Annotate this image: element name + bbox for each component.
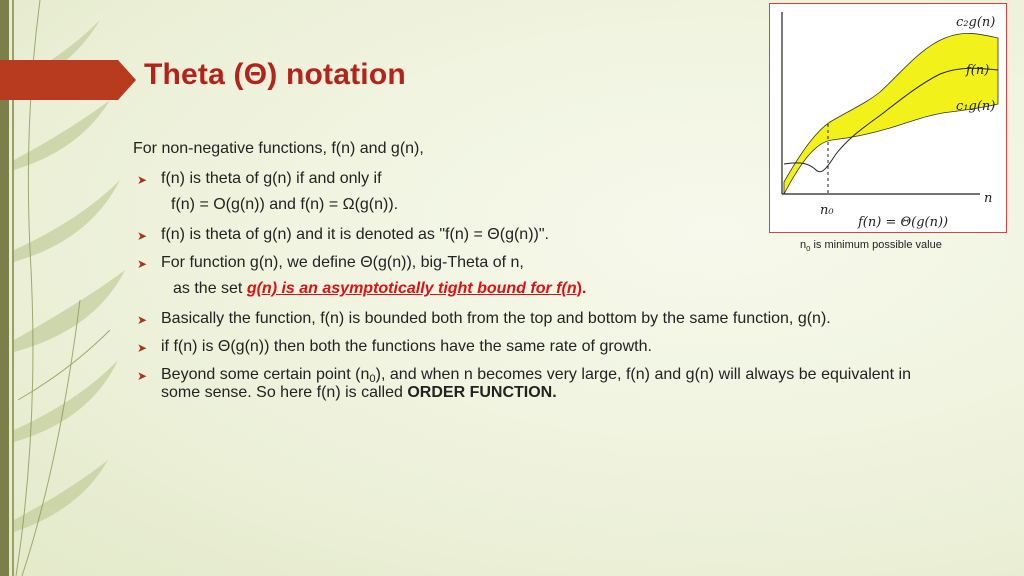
bullet-text: Basically the function, f(n) is bounded both from the top and bottom by the same function, g(n). <box>161 310 831 327</box>
bullet-subline: f(n) = O(g(n)) and f(n) = Ω(g(n)). <box>171 196 399 213</box>
bullet-arrow-icon: ➤ <box>137 229 148 243</box>
bullet-subline <box>133 280 911 298</box>
intro-text: For non-negative functions, f(n) and g(n), <box>133 140 424 157</box>
bullet-item <box>133 310 911 328</box>
label-n0: n₀ <box>820 203 834 218</box>
label-equation: f(n) = Θ(g(n)) <box>858 215 949 230</box>
bullet-arrow-icon: ➤ <box>137 257 148 271</box>
bullet-item <box>133 366 911 402</box>
bullet-arrow-icon: ➤ <box>137 313 148 327</box>
theta-figure <box>769 3 1007 233</box>
bullet-text: f(n) is theta of g(n) and it is denoted as "f(n) = Θ(g(n))". <box>161 226 549 243</box>
bullet-item <box>133 338 911 356</box>
slide-title: Theta (Θ) notation <box>144 58 406 91</box>
theta-graph <box>770 4 1006 232</box>
set-prefix: as the set <box>173 280 247 297</box>
order-function-label: ORDER FUNCTION. <box>407 384 557 401</box>
bullet-text: if f(n) is Θ(g(n)) then both the functions have the same rate of growth. <box>161 338 652 355</box>
label-axis-n: n <box>984 191 993 206</box>
set-suffix: ). <box>576 280 587 297</box>
bullet-item <box>133 254 911 272</box>
label-upper: c₂g(n) <box>956 15 996 30</box>
bullet-arrow-icon: ➤ <box>137 173 148 187</box>
bullet-text: f(n) is theta of g(n) if and only if <box>161 170 382 187</box>
tight-bound-emphasis: g(n) is an asymptotically tight bound for f(n <box>246 280 577 297</box>
bullet-arrow-icon: ➤ <box>137 341 148 355</box>
bullet-arrow-icon: ➤ <box>137 369 148 383</box>
figure-caption: $n_0$ is minimum possible value <box>800 239 942 253</box>
bullet-text: Beyond some certain point $(n_0)$, and when n becomes very large, f(n) and g(n) will always be equivalent in some sense. So here f(n) is called ORDER FUNCTION. <box>161 366 911 401</box>
label-lower: c₁g(n) <box>956 99 996 114</box>
label-f: f(n) <box>966 63 990 78</box>
title-accent-bar <box>0 60 136 100</box>
accent-arrow <box>0 60 136 100</box>
bullet-text: For function g(n), we define Θ(g(n)), big-Theta of n, <box>161 254 524 271</box>
